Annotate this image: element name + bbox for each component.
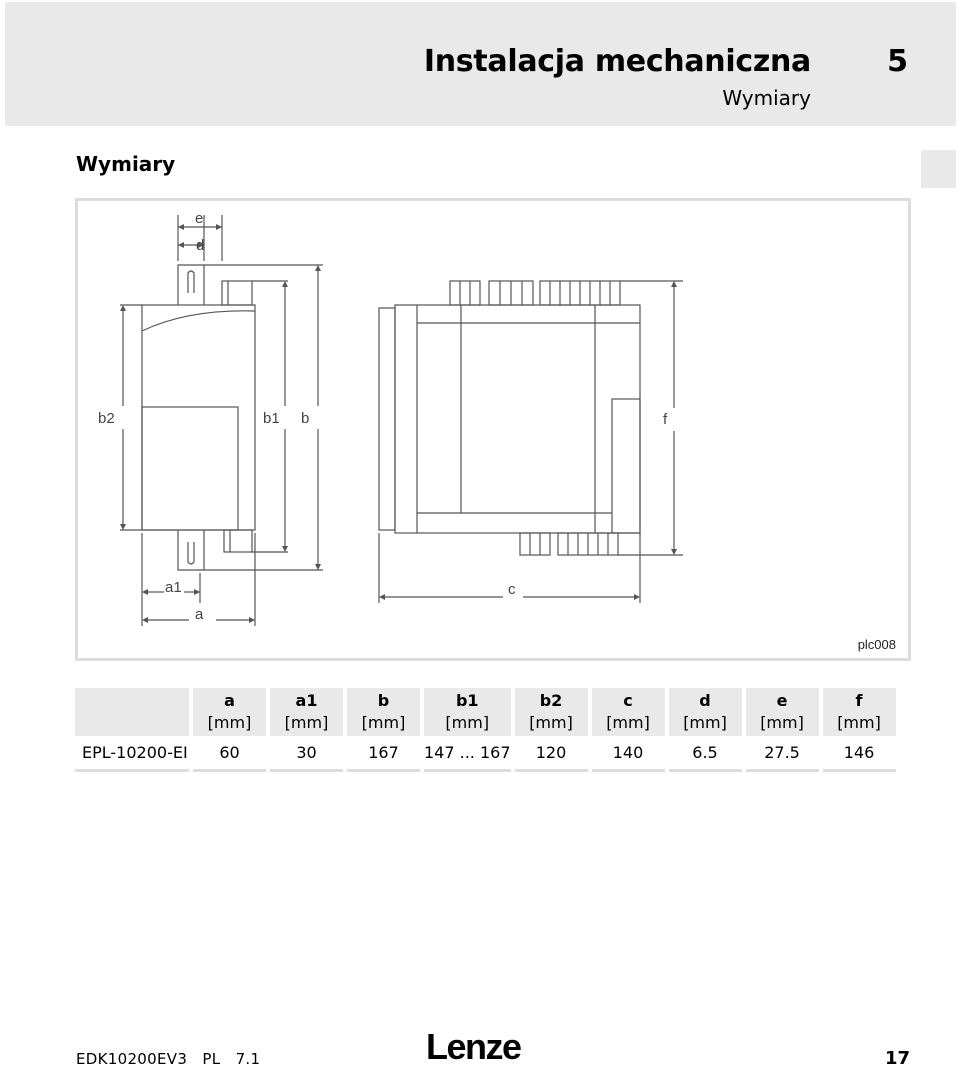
side-view [120,215,323,626]
dimension-drawing-svg [78,201,908,658]
chapter-number: 5 [887,44,908,79]
table-header-cell: c [mm] [592,688,665,736]
label-c: c [508,581,516,598]
front-view [379,281,683,603]
label-e: e [195,210,204,227]
cell-c: 140 [592,736,665,772]
label-f: f [663,411,668,428]
table-header-cell: b1 [mm] [424,688,511,736]
cell-b1: 147 ... 167 [424,736,511,772]
label-a: a [195,606,204,623]
row-label: EPL-10200-EI [75,736,189,772]
document-id: EDK10200EV3 PL 7.1 [76,1050,261,1068]
cell-e: 27.5 [746,736,819,772]
table-header-row [75,688,896,736]
label-d: d [196,237,205,254]
table-header-cell: d [mm] [669,688,742,736]
dimension-drawing [75,198,911,661]
label-b: b [301,410,310,427]
label-b2: b2 [98,410,115,427]
cell-b: 167 [347,736,420,772]
table-header-cell: b2 [mm] [515,688,588,736]
lenze-logo: Lenze [426,1026,521,1067]
cell-f: 146 [823,736,896,772]
chapter-title: Instalacja mechaniczna [423,44,811,79]
table-header-cell: e [mm] [746,688,819,736]
cell-b2: 120 [515,736,588,772]
table-row [75,736,896,772]
section-title: Wymiary [76,152,176,176]
table-header-cell: f [mm] [823,688,896,736]
table-header-cell: b [mm] [347,688,420,736]
dimensions-table [71,688,900,772]
page-header [5,2,956,126]
cell-d: 6.5 [669,736,742,772]
label-a1: a1 [165,579,182,596]
cell-a: 60 [193,736,266,772]
chapter-subtitle: Wymiary [722,86,811,110]
cell-a1: 30 [270,736,343,772]
table-header-blank [75,688,189,736]
dimension-labels [98,210,668,623]
page-number: 17 [885,1048,911,1069]
figure-code: plc008 [857,637,896,652]
table-header-cell: a1 [mm] [270,688,343,736]
chapter-tab-marker [921,150,956,188]
table-header-cell: a [mm] [193,688,266,736]
label-b1: b1 [263,410,280,427]
